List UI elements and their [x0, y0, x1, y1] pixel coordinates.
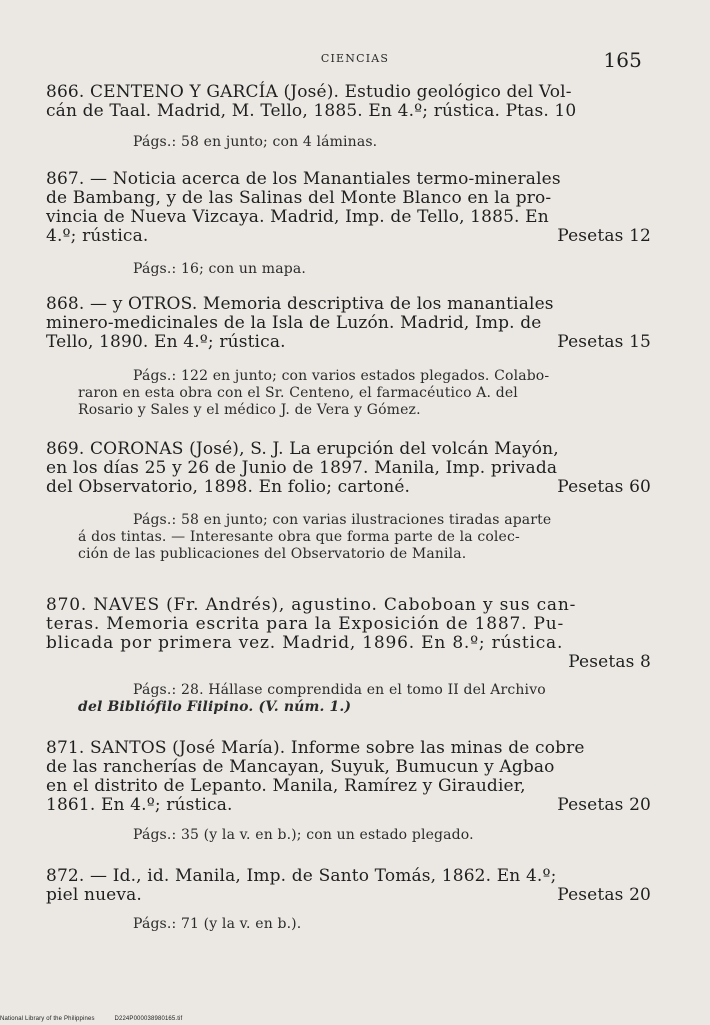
library-credit: National Library of the Philippines [0, 1016, 95, 1022]
entry-text-line: 4.º; rústica. [46, 226, 149, 246]
entry-text-line: 866. CENTENO Y GARCÍA (José). Estudio geológico del Vol- [46, 82, 572, 102]
entry-text-line: minero-medicinales de la Isla de Luzón. Madrid, Imp. de [46, 313, 542, 333]
note-text-line: Págs.: 35 (y la v. en b.); con un estado plegado. [133, 827, 474, 843]
entry-text-line: cán de Taal. Madrid, M. Tello, 1885. En 4.º; rústica. Ptas. 10 [46, 101, 577, 121]
entry-price-867: Pesetas 12 [557, 226, 651, 246]
entry-note-868 [78, 368, 658, 419]
entry-note-867 [78, 261, 658, 278]
entry-note-871 [78, 827, 658, 844]
scan-footer [0, 1016, 200, 1022]
note-text-line: raron en esta obra con el Sr. Centeno, el farmacéutico A. del [78, 385, 518, 401]
catalog-entry-866 [46, 83, 656, 121]
entry-text-line: 871. SANTOS (José María). Informe sobre las minas de cobre [46, 738, 585, 758]
entry-price-871: Pesetas 20 [557, 795, 651, 815]
note-text-line: del Bibliófilo Filipino. (V. núm. 1.) [78, 699, 352, 715]
entry-text-line: Tello, 1890. En 4.º; rústica. [46, 332, 286, 352]
note-text-line: Págs.: 71 (y la v. en b.). [133, 916, 302, 932]
entry-text-line: vincia de Nueva Vizcaya. Madrid, Imp. de Tello, 1885. En [46, 207, 549, 227]
entry-price-868: Pesetas 15 [557, 332, 651, 352]
entry-text-line: de las rancherías de Mancayan, Suyuk, Bumucun y Agbao [46, 757, 555, 777]
catalog-entry-870 [46, 596, 656, 653]
entry-text-line: piel nueva. [46, 885, 142, 905]
entry-text-line: 872. — Id., id. Manila, Imp. de Santo Tomás, 1862. En 4.º; [46, 866, 557, 886]
page-header [0, 48, 710, 74]
entry-text-line: en el distrito de Lepanto. Manila, Ramírez y Giraudier, [46, 776, 526, 796]
entry-text-line: blicada por primera vez. Madrid, 1896. En 8.º; rústica. [46, 633, 564, 653]
note-text-line: Págs.: 122 en junto; con varios estados plegados. Colabo- [133, 368, 550, 384]
entry-text-line: 869. CORONAS (José), S. J. La erupción del volcán Mayón, [46, 439, 559, 459]
entry-note-872 [78, 916, 658, 933]
note-text-line: Págs.: 58 en junto; con 4 láminas. [133, 134, 378, 150]
entry-text-line: de Bambang, y de las Salinas del Monte Blanco en la pro- [46, 188, 552, 208]
entry-text-line: teras. Memoria escrita para la Exposición de 1887. Pu- [46, 614, 565, 634]
note-text-line: Págs.: 28. Hállase comprendida en el tomo II del Archivo [133, 682, 546, 698]
page-number: 165 [603, 48, 642, 72]
entry-price-870: Pesetas 8 [568, 652, 651, 672]
entry-text-line: del Observatorio, 1898. En folio; cartoné. [46, 477, 411, 497]
note-text-line: á dos tintas. — Interesante obra que forma parte de la colec- [78, 529, 520, 545]
entry-price-869: Pesetas 60 [557, 477, 651, 497]
entry-price-872: Pesetas 20 [557, 885, 651, 905]
entry-note-869 [78, 512, 658, 563]
entry-note-870 [78, 682, 658, 716]
entry-text-line: 868. — y OTROS. Memoria descriptiva de los manantiales [46, 294, 554, 314]
entry-text-line: 867. — Noticia acerca de los Manantiales termo-minerales [46, 169, 561, 189]
note-text-line: Rosario y Sales y el médico J. de Vera y Gómez. [78, 402, 421, 418]
note-text-line: Págs.: 58 en junto; con varias ilustraciones tiradas aparte [133, 512, 552, 528]
note-text-line: ción de las publicaciones del Observatorio de Manila. [78, 546, 467, 562]
entry-note-866 [78, 134, 658, 151]
entry-text-line: en los días 25 y 26 de Junio de 1897. Manila, Imp. privada [46, 458, 558, 478]
scan-id: D224P000038980165.tif [114, 1016, 183, 1022]
entry-text-line: 870. NAVES (Fr. Andrés), agustino. Caboboan y sus can- [46, 595, 577, 615]
running-title: CIENCIAS [320, 52, 390, 65]
entry-text-line: 1861. En 4.º; rústica. [46, 795, 233, 815]
note-text-line: Págs.: 16; con un mapa. [133, 261, 306, 277]
